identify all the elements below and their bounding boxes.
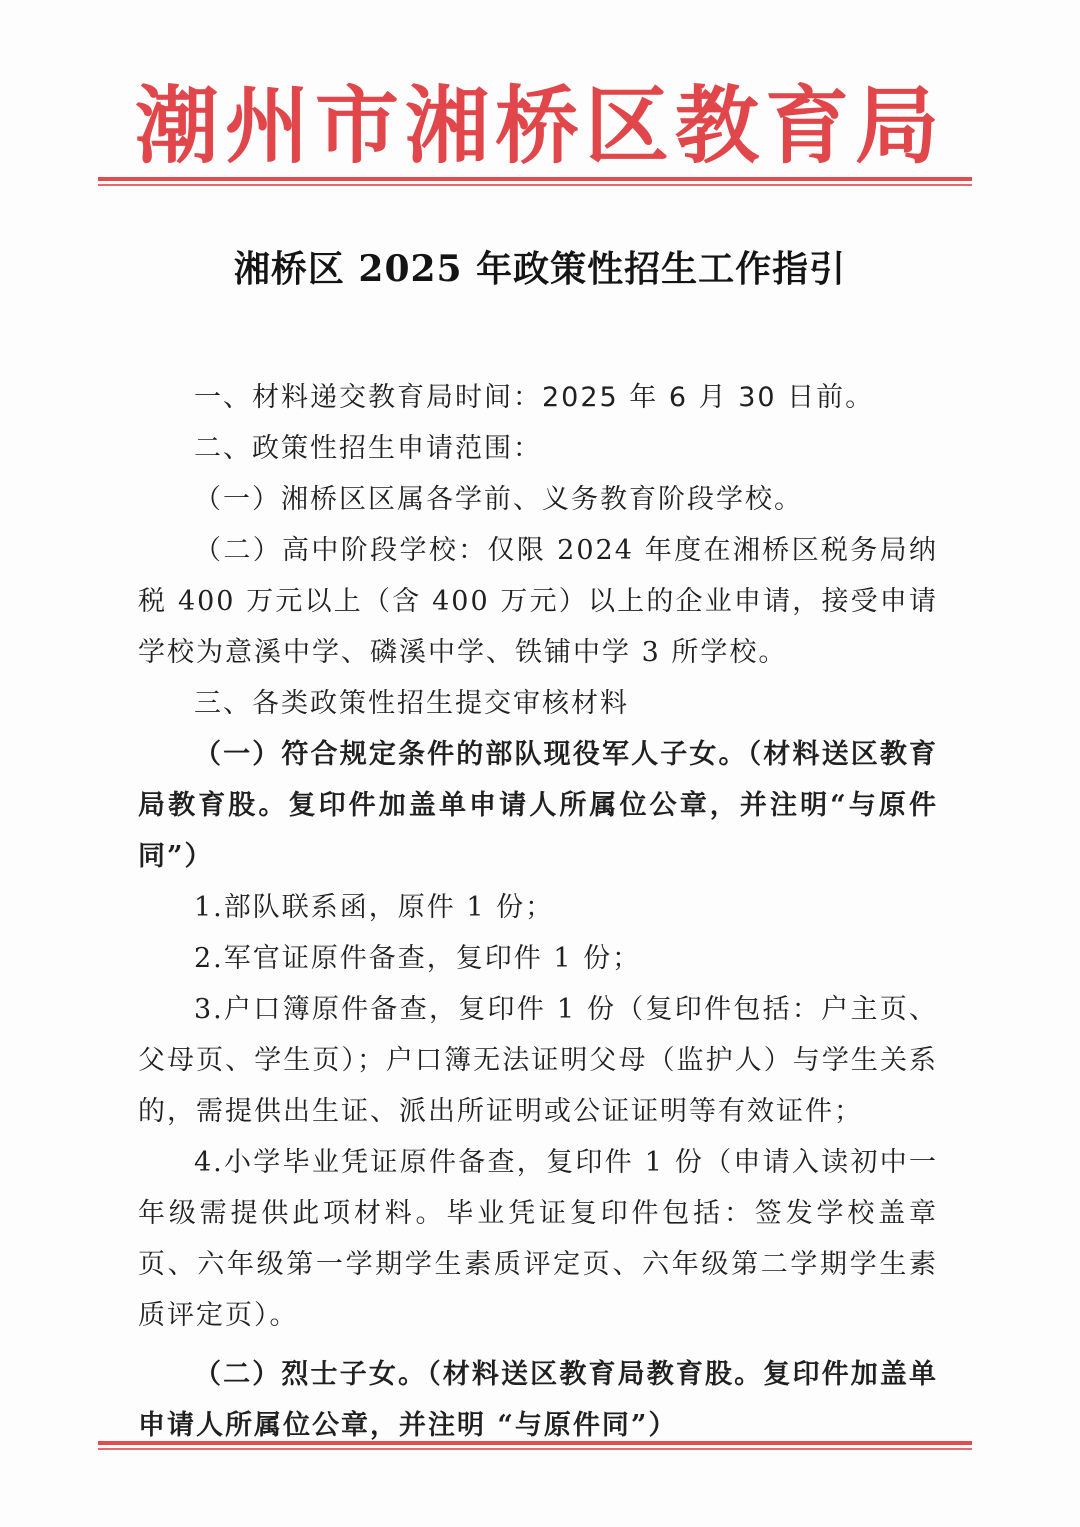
paragraph-materials-heading: 三、各类政策性招生提交审核材料 (194, 688, 629, 719)
paragraph-scope-preschool-compulsory: （一）湘桥区区属各学前、义务教育阶段学校。 (194, 484, 803, 515)
paragraph-item-1: 1.部队联系函，原件 1 份； (194, 892, 555, 923)
paragraph-martyr-children: （二）烈士子女。（材料送区教育局教育股。复印件加盖单申请人所属位公章，并注明 “与原件同”） (138, 1359, 938, 1441)
footer-red-rule (98, 1441, 972, 1450)
paragraph-item-2: 2.军官证原件备查，复印件 1 份； (194, 943, 642, 974)
letterhead-title: 潮州市湘桥区教育局 (134, 77, 945, 175)
paragraph-item-3: 3.户口簿原件备查，复印件 1 份（复印件包括：户主页、父母页、学生页）；户口簿无法证明父母（监护人）与学生关系的，需提供出生证、派出所证明或公证证明等有效证件； (138, 994, 938, 1127)
paragraph-submission-deadline: 一、材料递交教育局时间：2025 年 6 月 30 日前。 (194, 382, 875, 413)
paragraph-item-4: 4.小学毕业凭证原件备查，复印件 1 份（申请入读初中一年级需提供此项材料。毕业凭证复印件包括：签发学校盖章页、六年级第一学期学生素质评定页、六年级第二学期学生素质评定页）。 (138, 1147, 938, 1331)
letterhead-red-rule (98, 177, 972, 186)
document-body (138, 372, 938, 1451)
paragraph-military-children: （一）符合规定条件的部队现役军人子女。（材料送区教育局教育股。复印件加盖单申请人所属位公章，并注明“与原件同”） (138, 739, 938, 872)
paragraph-scope-heading: 二、政策性招生申请范围： (194, 433, 542, 464)
paragraph-scope-high-school: （二）高中阶段学校：仅限 2024 年度在湘桥区税务局纳税 400 万元以上（含 400 万元）以上的企业申请，接受申请学校为意溪中学、磷溪中学、铁铺中学 3 所学校。 (138, 535, 938, 668)
document-title: 湘桥区 2025 年政策性招生工作指引 (233, 248, 847, 290)
